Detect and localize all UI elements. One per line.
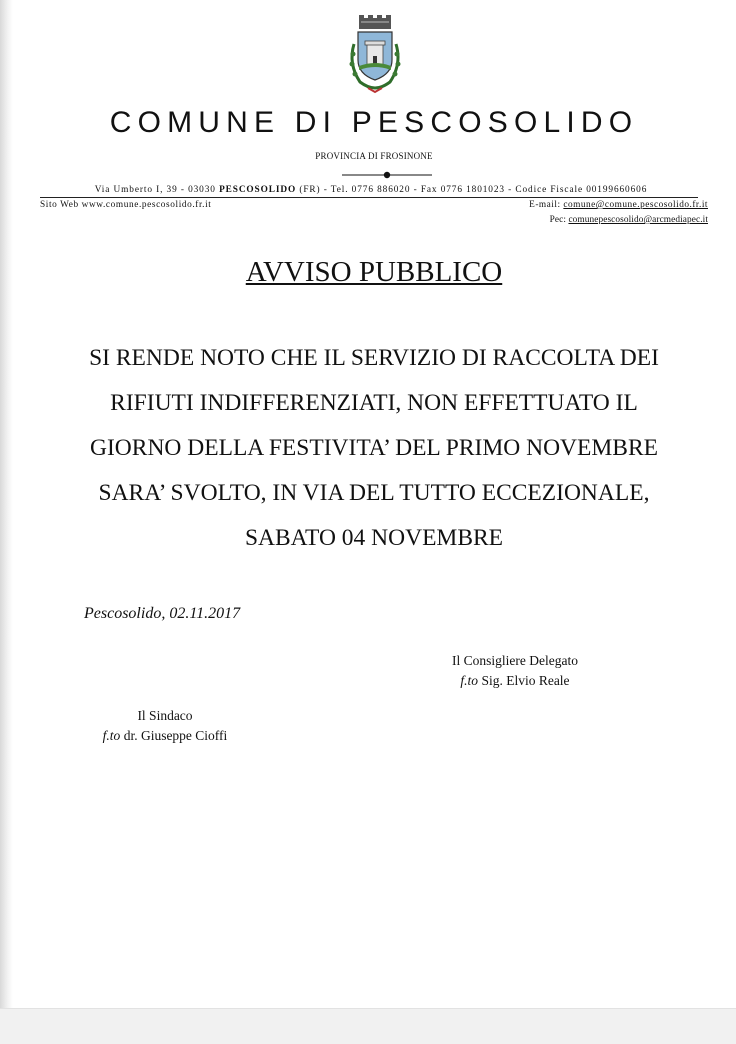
- notice-heading: AVVISO PUBBLICO: [245, 256, 503, 288]
- signatory-name-line: [420, 671, 610, 691]
- address-town: PESCOSOLIDO: [219, 185, 297, 195]
- signed-prefix: f.to: [102, 728, 121, 743]
- email-link[interactable]: comune@comune.pescosolido.fr.it: [563, 200, 708, 210]
- notice-date: Pescosolido, 02.11.2017: [84, 605, 241, 622]
- pec-link[interactable]: comunepescosolido@arcmediapec.it: [568, 215, 708, 225]
- signatory-name: Sig. Elvio Reale: [478, 673, 570, 688]
- email-label: E-mail:: [529, 200, 564, 210]
- notice-line: SI RENDE NOTO CHE IL SERVIZIO DI RACCOLTA DEI: [89, 345, 659, 371]
- email-line: [529, 200, 708, 210]
- signatory-name-line: [70, 726, 260, 746]
- municipality-title: COMUNE DI PESCOSOLIDO: [109, 106, 639, 139]
- page-bottom-edge: [0, 1008, 736, 1044]
- province-label: PROVINCIA DI FROSINONE: [315, 151, 433, 161]
- pec-line: [550, 215, 708, 225]
- website-line[interactable]: Sito Web www.comune.pescosolido.fr.it: [40, 200, 212, 210]
- notice-line: GIORNO DELLA FESTIVITA’ DEL PRIMO NOVEMBRE: [90, 435, 658, 461]
- ornamental-divider: [342, 168, 432, 180]
- address-line: [42, 185, 700, 195]
- header-rule: [40, 197, 698, 198]
- signed-prefix: f.to: [460, 673, 479, 688]
- address-contacts: (FR) - Tel. 0776 886020 - Fax 0776 1801023 - Codice Fiscale 00199660606: [296, 185, 648, 195]
- signature-mayor: [70, 706, 260, 746]
- signatory-role: Il Sindaco: [137, 708, 193, 723]
- notice-line: RIFIUTI INDIFFERENZIATI, NON EFFETTUATO IL: [110, 390, 638, 416]
- notice-line: SARA’ SVOLTO, IN VIA DEL TUTTO ECCEZIONALE,: [98, 480, 650, 506]
- address-street: Via Umberto I, 39 - 03030: [94, 185, 220, 195]
- signature-councillor: [420, 651, 610, 691]
- notice-body: [0, 340, 736, 565]
- municipal-crest-icon: [346, 14, 404, 96]
- signatory-name: dr. Giuseppe Cioffi: [120, 728, 228, 743]
- pec-label: Pec:: [549, 215, 569, 225]
- notice-line: SABATO 04 NOVEMBRE: [244, 525, 504, 551]
- signatory-role: Il Consigliere Delegato: [452, 653, 578, 668]
